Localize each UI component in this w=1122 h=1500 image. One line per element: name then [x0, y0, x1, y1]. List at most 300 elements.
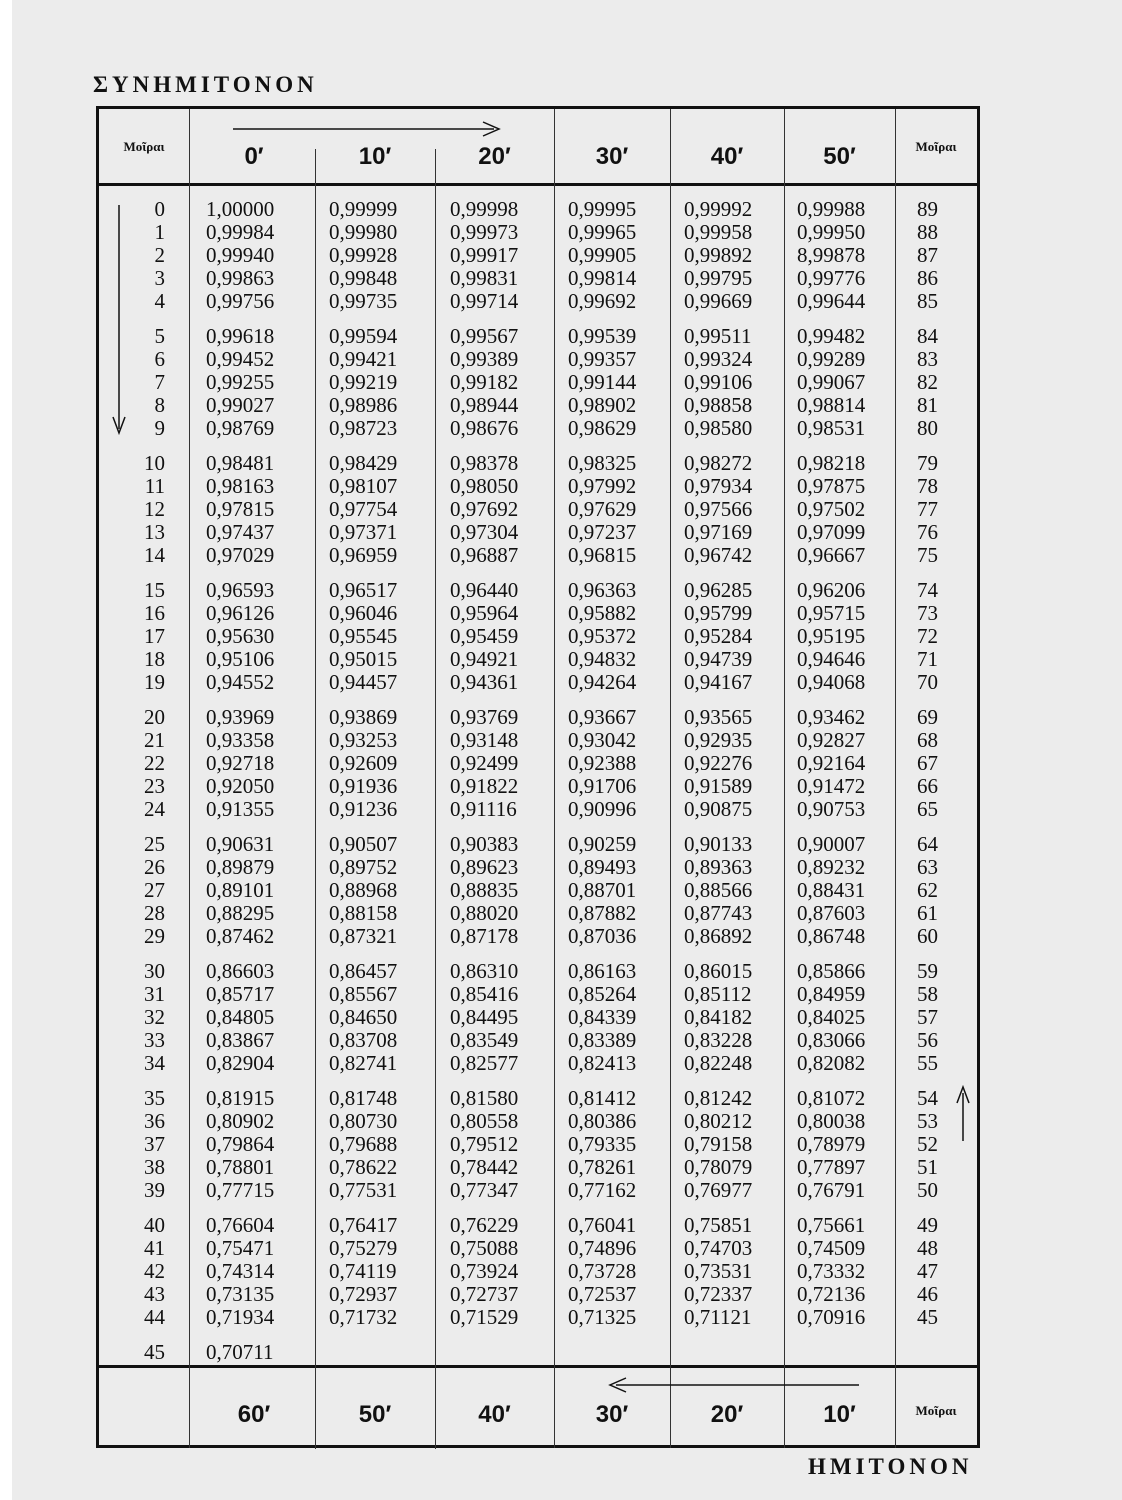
complement-degree-label: 48 [917, 1236, 938, 1261]
complement-degree-label: 58 [917, 982, 938, 1007]
complement-degree-label: 47 [917, 1259, 938, 1284]
table-cell: 0,94739 [684, 647, 753, 672]
table-cell: 0,99995 [568, 197, 637, 221]
complement-degree-label: 46 [917, 1282, 938, 1307]
table-cell: 0,95015 [329, 647, 398, 672]
table-cell: 0,99182 [450, 370, 519, 395]
degree-label: 36 [144, 1109, 165, 1134]
degree-label: 32 [144, 1005, 165, 1030]
table-cell: 0,99917 [450, 243, 519, 268]
table-cell: 0,98944 [450, 393, 519, 418]
table-cell: 0,96363 [568, 578, 637, 602]
complement-degree-label: 54 [917, 1086, 938, 1110]
table-frame [96, 106, 980, 1448]
degree-label: 21 [144, 728, 165, 753]
footer-minute-40: 40′ [478, 1401, 511, 1428]
degree-label: 23 [144, 774, 165, 799]
table-cell: 0,88295 [206, 901, 275, 926]
table-cell: 0,98218 [797, 451, 866, 475]
degree-label: 10 [144, 451, 165, 475]
degree-label: 33 [144, 1028, 165, 1053]
degree-label: 16 [144, 601, 165, 626]
column-divider [189, 109, 190, 1448]
table-cell: 0,93667 [568, 705, 637, 729]
complement-degree-label: 62 [917, 878, 938, 903]
table-cell: 0,89493 [568, 855, 637, 880]
degree-label: 40 [144, 1213, 165, 1237]
table-cell: 0,97629 [568, 497, 637, 522]
table-cell: 0,81242 [684, 1086, 753, 1110]
complement-degree-label: 55 [917, 1051, 938, 1076]
table-cell: 0,87178 [450, 924, 519, 949]
table-cell: 0,97371 [329, 520, 398, 545]
table-cell: 0,98531 [797, 416, 866, 441]
table-cell: 0,96887 [450, 543, 519, 568]
degree-label: 38 [144, 1155, 165, 1180]
complement-degree-label: 63 [917, 855, 938, 880]
degree-label: 34 [144, 1051, 165, 1076]
table-cell: 0,84650 [329, 1005, 398, 1030]
table-cell: 0,88020 [450, 901, 519, 926]
table-cell: 0,86603 [206, 959, 275, 983]
table-cell: 0,85866 [797, 959, 866, 983]
table-cell: 0,93042 [568, 728, 637, 753]
table-cell: 0,95715 [797, 601, 866, 626]
table-cell: 0,72537 [568, 1282, 637, 1307]
table-cell: 0,97502 [797, 497, 866, 522]
table-cell: 0,96206 [797, 578, 866, 602]
table-cell: 0,89363 [684, 855, 753, 880]
complement-degree-label: 57 [917, 1005, 938, 1030]
degree-label: 7 [154, 370, 165, 395]
table-cell: 0,89879 [206, 855, 275, 880]
table-cell: 0,88968 [329, 878, 398, 903]
header-minute-40: 40′ [710, 143, 744, 170]
complement-degree-label: 86 [917, 266, 938, 291]
table-cell: 0,99992 [684, 197, 753, 221]
table-cell: 0,94646 [797, 647, 866, 672]
table-cell: 0,96440 [450, 578, 519, 602]
table-cell: 0,99482 [797, 324, 866, 348]
table-cell: 0,95106 [206, 647, 275, 672]
table-cell: 0,82904 [206, 1051, 275, 1076]
table-cell: 0,71121 [684, 1305, 752, 1330]
table-cell: 0,98769 [206, 416, 275, 441]
table-cell: 0,99644 [797, 289, 866, 314]
complement-degree-label: 49 [917, 1213, 938, 1237]
table-cell: 0,98723 [329, 416, 398, 441]
table-cell: 0,81072 [797, 1086, 866, 1110]
table-cell: 0,72136 [797, 1282, 866, 1307]
table-cell: 0,98107 [329, 474, 398, 499]
complement-degree-label: 79 [917, 451, 938, 475]
table-cell: 0,92827 [797, 728, 866, 753]
table-cell: 0,94921 [450, 647, 519, 672]
table-cell: 0,94264 [568, 670, 637, 695]
table-cell: 0,99999 [329, 197, 398, 221]
degree-label: 2 [154, 243, 165, 268]
table-cell: 0,99998 [450, 197, 519, 221]
degree-label: 25 [144, 832, 165, 856]
table-cell: 0,99958 [684, 220, 753, 245]
table-cell: 0,77162 [568, 1178, 637, 1203]
table-cell: 0,90631 [206, 832, 275, 856]
table-cell: 0,97934 [684, 474, 753, 499]
table-cell: 0,97875 [797, 474, 866, 499]
table-cell: 0,91236 [329, 797, 398, 822]
table-cell: 0,90753 [797, 797, 866, 822]
degree-label: 14 [144, 543, 165, 568]
table-cell: 0,86310 [450, 959, 519, 983]
table-cell: 0,84025 [797, 1005, 866, 1030]
footer-degrees-label: Μοῖραι [915, 1403, 957, 1418]
table-cell: 0,80902 [206, 1109, 275, 1134]
table-cell: 0,89623 [450, 855, 519, 880]
table-cell: 0,97099 [797, 520, 866, 545]
table-cell: 0,95630 [206, 624, 275, 649]
degree-label: 29 [144, 924, 165, 949]
table-cell: 0,90007 [797, 832, 866, 856]
table-cell: 0,99714 [450, 289, 519, 314]
table-cell [684, 1341, 794, 1364]
complement-degree-label: 70 [917, 670, 938, 695]
table-cell: 0,93769 [450, 705, 519, 729]
table-cell: 0,72737 [450, 1282, 519, 1307]
table-cell: 0,86015 [684, 959, 753, 983]
table-cell: 0,97692 [450, 497, 519, 522]
table-cell: 0,98163 [206, 474, 275, 499]
table-cell: 0,97237 [568, 520, 637, 545]
table-cell: 0,91822 [450, 774, 519, 799]
table-cell: 0,88431 [797, 878, 866, 903]
complement-degree-label [917, 1341, 953, 1364]
degree-label: 44 [144, 1305, 165, 1330]
table-cell: 0,76041 [568, 1213, 637, 1237]
table-cell: 0,86748 [797, 924, 866, 949]
table-cell: 0,70916 [797, 1305, 866, 1330]
complement-degree-label: 78 [917, 474, 938, 499]
table-cell: 0,99324 [684, 347, 753, 372]
table-cell: 0,76977 [684, 1178, 753, 1203]
table-cell: 0,99106 [684, 370, 753, 395]
table-cell: 0,95284 [684, 624, 753, 649]
table-cell: 0,98481 [206, 451, 275, 475]
table-cell: 0,83066 [797, 1028, 866, 1053]
table-cell: 8,99878 [797, 243, 866, 268]
table-cell: 0,96959 [329, 543, 398, 568]
table-cell: 0,88566 [684, 878, 753, 903]
table-cell [329, 1341, 439, 1364]
complement-degree-label: 82 [917, 370, 938, 395]
table-cell: 0,99255 [206, 370, 275, 395]
table-cell: 0,77531 [329, 1178, 398, 1203]
complement-degree-label: 67 [917, 751, 938, 776]
table-cell: 0,99973 [450, 220, 519, 245]
table-cell: 0,81915 [206, 1086, 275, 1110]
table-cell: 0,99776 [797, 266, 866, 291]
header-degrees-right: Μοῖραι [915, 139, 957, 154]
table-cell: 0,98858 [684, 393, 753, 418]
table-cell: 0,99067 [797, 370, 866, 395]
table-cell [797, 1341, 907, 1364]
table-cell: 0,78442 [450, 1155, 519, 1180]
table-cell: 0,81748 [329, 1086, 398, 1110]
table-cell [450, 1341, 560, 1364]
degree-label: 27 [144, 878, 165, 903]
table-cell: 0,84339 [568, 1005, 637, 1030]
table-cell: 0,99984 [206, 220, 275, 245]
degree-label: 31 [144, 982, 165, 1007]
degree-label: 22 [144, 751, 165, 776]
complement-degree-label: 66 [917, 774, 938, 799]
table-cell: 0,84495 [450, 1005, 519, 1030]
degree-label: 12 [144, 497, 165, 522]
complement-degree-label: 59 [917, 959, 938, 983]
degree-label: 13 [144, 520, 165, 545]
table-cell: 0,94457 [329, 670, 398, 695]
table-cell: 0,82741 [329, 1051, 398, 1076]
degree-label: 3 [154, 266, 165, 291]
table-cell: 0,85112 [684, 982, 752, 1007]
table-cell: 0,95195 [797, 624, 866, 649]
table-cell: 0,78261 [568, 1155, 637, 1180]
table-cell: 0,75661 [797, 1213, 866, 1237]
table-cell: 0,78079 [684, 1155, 753, 1180]
table-cell: 0,95882 [568, 601, 637, 626]
table-cell: 0,82248 [684, 1051, 753, 1076]
table-cell: 0,95799 [684, 601, 753, 626]
table-cell: 0,77715 [206, 1178, 275, 1203]
table-cell: 0,82577 [450, 1051, 519, 1076]
table-cell: 0,80386 [568, 1109, 637, 1134]
table-cell: 0,88158 [329, 901, 398, 926]
degree-label: 15 [144, 578, 165, 602]
arrow-down-icon [109, 201, 129, 441]
table-cell: 0,90507 [329, 832, 398, 856]
complement-degree-label: 77 [917, 497, 938, 522]
table-cell: 0,98429 [329, 451, 398, 475]
footer-minute-30: 30′ [595, 1401, 629, 1428]
table-cell: 0,99863 [206, 266, 275, 291]
table-cell: 0,76791 [797, 1178, 866, 1203]
degree-label: 11 [144, 474, 165, 499]
table-cell: 0,80558 [450, 1109, 519, 1134]
arrow-up-icon [953, 1085, 973, 1145]
complement-degree-label: 84 [917, 324, 938, 348]
table-cell: 0,94552 [206, 670, 275, 695]
table-cell: 0,75471 [206, 1236, 275, 1261]
table-cell: 0,75279 [329, 1236, 398, 1261]
complement-degree-label: 89 [917, 197, 938, 221]
table-cell: 0,87743 [684, 901, 753, 926]
complement-degree-label: 65 [917, 797, 938, 822]
table-cell: 0,83389 [568, 1028, 637, 1053]
table-cell: 0,92276 [684, 751, 753, 776]
footer-minute-50: 50′ [358, 1401, 392, 1428]
complement-degree-label: 51 [917, 1155, 938, 1180]
table-cell: 0,94167 [684, 670, 753, 695]
table-cell: 0,75851 [684, 1213, 753, 1237]
table-cell: 0,83549 [450, 1028, 519, 1053]
table-cell: 0,92164 [797, 751, 866, 776]
table-cell: 0,99594 [329, 324, 398, 348]
table-cell: 0,99756 [206, 289, 275, 314]
table-cell: 0,90383 [450, 832, 519, 856]
table-cell: 0,85567 [329, 982, 398, 1007]
complement-degree-label: 80 [917, 416, 938, 441]
table-cell: 0,97304 [450, 520, 519, 545]
table-cell: 0,91936 [329, 774, 398, 799]
table-cell: 0,87462 [206, 924, 275, 949]
table-cell: 0,84805 [206, 1005, 275, 1030]
table-cell: 0,96046 [329, 601, 398, 626]
page-title-sine: ΗΜΙΤΟΝΟΝ [808, 1454, 973, 1479]
complement-degree-label: 83 [917, 347, 938, 372]
complement-degree-label: 85 [917, 289, 938, 314]
table-cell: 0,94068 [797, 670, 866, 695]
complement-degree-label: 73 [917, 601, 938, 626]
table-cell: 0,96742 [684, 543, 753, 568]
table-cell: 0,86163 [568, 959, 637, 983]
table-cell: 0,98580 [684, 416, 753, 441]
table-cell: 0,83228 [684, 1028, 753, 1053]
footer-minute-10: 10′ [823, 1401, 856, 1428]
degree-label: 42 [144, 1259, 165, 1284]
degree-label: 1 [154, 220, 165, 245]
table-cell: 0,82413 [568, 1051, 637, 1076]
complement-degree-label: 88 [917, 220, 938, 245]
table-cell: 0,99669 [684, 289, 753, 314]
header-degrees-left: Μοῖραι [123, 139, 165, 154]
table-cell: 0,86892 [684, 924, 753, 949]
header-minute-10: 10′ [358, 143, 392, 170]
degree-label: 41 [144, 1236, 165, 1261]
table-cell: 0,74703 [684, 1236, 753, 1261]
table-cell: 0,87321 [329, 924, 398, 949]
table-cell: 0,94361 [450, 670, 519, 695]
table-cell: 0,70711 [206, 1340, 274, 1364]
complement-degree-label: 56 [917, 1028, 938, 1053]
table-cell: 0,98814 [797, 393, 866, 418]
table-cell: 0,96285 [684, 578, 753, 602]
table-cell: 0,99980 [329, 220, 398, 245]
table-cell: 0,90996 [568, 797, 637, 822]
table-cell: 0,99219 [329, 370, 398, 395]
table-cell: 0,99950 [797, 220, 866, 245]
table-cell: 0,85717 [206, 982, 275, 1007]
table-cell: 0,89232 [797, 855, 866, 880]
table-cell: 0,96517 [329, 578, 398, 602]
degree-label: 37 [144, 1132, 165, 1157]
degree-label: 26 [144, 855, 165, 880]
table-cell: 0,74896 [568, 1236, 637, 1261]
table-cell: 0,81580 [450, 1086, 519, 1110]
complement-degree-label: 75 [917, 543, 938, 568]
complement-degree-label: 53 [917, 1109, 938, 1134]
table-cell: 0,98272 [684, 451, 753, 475]
complement-degree-label: 60 [917, 924, 938, 949]
complement-degree-label: 61 [917, 901, 938, 926]
table-cell: 0,88835 [450, 878, 519, 903]
header-minute-50: 50′ [823, 143, 856, 170]
table-cell: 0,93358 [206, 728, 275, 753]
table-cell: 0,99831 [450, 266, 519, 291]
table-cell: 0,77897 [797, 1155, 866, 1180]
table-cell: 0,72937 [329, 1282, 398, 1307]
table-cell: 0,99928 [329, 243, 398, 268]
table-cell: 0,82082 [797, 1051, 866, 1076]
degree-label: 30 [144, 959, 165, 983]
table-cell: 0,99892 [684, 243, 753, 268]
table-cell: 0,92609 [329, 751, 398, 776]
table-cell: 0,95545 [329, 624, 398, 649]
table-cell: 0,92050 [206, 774, 275, 799]
table-cell: 0,93565 [684, 705, 753, 729]
table-cell: 0,99848 [329, 266, 398, 291]
table-cell: 0,93148 [450, 728, 519, 753]
table-cell: 0,91706 [568, 774, 637, 799]
table-cell: 0,96593 [206, 578, 275, 602]
degree-label: 18 [144, 647, 165, 672]
table-cell: 0,96815 [568, 543, 637, 568]
table-cell: 0,73728 [568, 1259, 637, 1284]
table-cell: 0,99567 [450, 324, 519, 348]
degree-label: 39 [144, 1178, 165, 1203]
table-cell: 0,71529 [450, 1305, 519, 1330]
table-cell: 0,91472 [797, 774, 866, 799]
table-cell: 0,99735 [329, 289, 398, 314]
complement-degree-label: 87 [917, 243, 938, 268]
table-cell: 0,98325 [568, 451, 637, 475]
table-cell: 0,99389 [450, 347, 519, 372]
table-cell: 0,99795 [684, 266, 753, 291]
table-cell: 0,86457 [329, 959, 398, 983]
table-cell: 0,99814 [568, 266, 637, 291]
table-cell: 0,99905 [568, 243, 637, 268]
table-cell: 0,96126 [206, 601, 275, 626]
table-cell: 0,80730 [329, 1109, 398, 1134]
degree-label: 5 [154, 324, 165, 348]
table-cell: 0,79335 [568, 1132, 637, 1157]
table-cell: 0,99452 [206, 347, 275, 372]
header-minute-0: 0′ [244, 143, 264, 170]
table-cell: 0,98986 [329, 393, 398, 418]
complement-degree-label: 50 [917, 1178, 938, 1203]
table-cell: 0,71934 [206, 1305, 275, 1330]
complement-degree-label: 74 [917, 578, 938, 602]
footer-minute-20: 20′ [710, 1401, 744, 1428]
table-cell: 0,97992 [568, 474, 637, 499]
table-cell: 0,93969 [206, 705, 275, 729]
degree-label: 28 [144, 901, 165, 926]
degree-label: 19 [144, 670, 165, 695]
table-cell: 0,99618 [206, 324, 275, 348]
table-cell: 0,91589 [684, 774, 753, 799]
table-cell: 0,97815 [206, 497, 275, 522]
degree-label: 24 [144, 797, 165, 822]
table-cell: 0,73332 [797, 1259, 866, 1284]
table-cell: 0,99539 [568, 324, 637, 348]
degree-label: 6 [154, 347, 165, 372]
table-cell: 0,89752 [329, 855, 398, 880]
header-minute-20: 20′ [478, 143, 511, 170]
table-cell: 0,99988 [797, 197, 866, 221]
table-cell: 0,88701 [568, 878, 637, 903]
table-cell: 0,98378 [450, 451, 519, 475]
table-cell: 0,95964 [450, 601, 519, 626]
table-cell: 0,93253 [329, 728, 398, 753]
table-cell: 0,98676 [450, 416, 519, 441]
